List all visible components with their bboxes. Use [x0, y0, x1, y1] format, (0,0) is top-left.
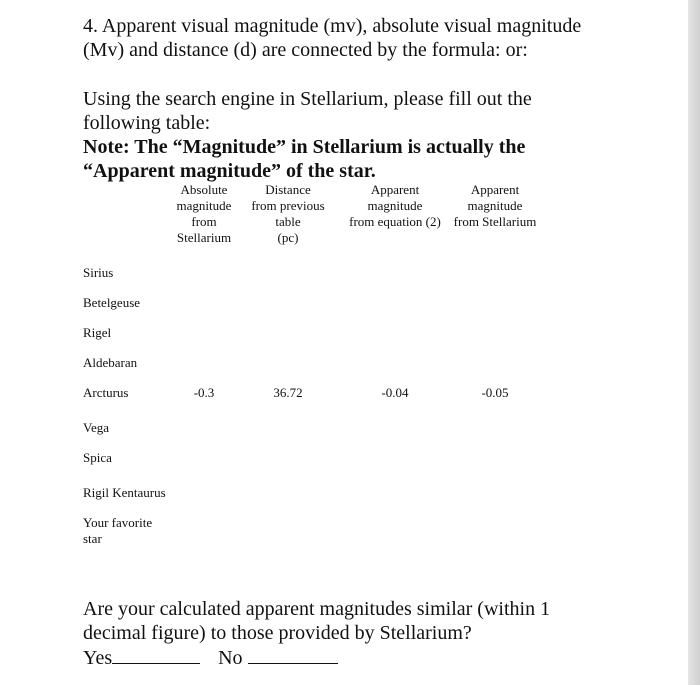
row-label-aldebaran: Aldebaran	[83, 355, 138, 370]
row-label-arcturus: Arcturus	[83, 385, 129, 400]
arcturus-apparent-from-stellarium: -0.05	[481, 385, 509, 400]
intro-line-1: 4. Apparent visual magnitude (mv), absolute visual magnitude	[83, 15, 582, 37]
yes-no-answer-line	[83, 645, 338, 670]
header-apparent-from-equation: Apparent magnitude from equation (2)	[349, 182, 441, 229]
row-label-vega: Vega	[83, 420, 109, 435]
question-line-1: Are your calculated apparent magnitudes similar (within 1	[83, 598, 551, 620]
instructions-line-2: following table:	[83, 112, 211, 134]
arcturus-absolute-magnitude: -0.3	[193, 385, 215, 400]
header-apparent-from-stellarium: Apparent magnitude from Stellarium	[453, 182, 537, 229]
header-absolute-magnitude: Absolute magnitude from Stellarium	[176, 182, 232, 245]
arcturus-apparent-from-equation: -0.04	[381, 385, 409, 400]
question-line-2: decimal figure) to those provided by Stellarium?	[83, 622, 472, 644]
row-label-rigil-kentaurus: Rigil Kentaurus	[83, 485, 166, 500]
no-answer-blank[interactable]	[248, 645, 338, 664]
arcturus-distance: 36.72	[273, 385, 303, 400]
note-line-2: “Apparent magnitude” of the star.	[83, 160, 376, 182]
page-edge-shadow	[688, 0, 700, 685]
no-label: No	[218, 647, 243, 669]
yes-answer-blank[interactable]	[112, 645, 200, 664]
yes-label: Yes	[83, 647, 113, 669]
row-label-rigel: Rigel	[83, 325, 112, 340]
note-line-1: Note: The “Magnitude” in Stellarium is actually the	[83, 136, 526, 158]
intro-line-2: (Mv) and distance (d) are connected by the formula: or:	[83, 39, 528, 61]
instructions-line-1: Using the search engine in Stellarium, please fill out the	[83, 88, 532, 110]
row-label-betelgeuse: Betelgeuse	[83, 295, 141, 310]
header-distance: Distance from previous table (pc)	[251, 182, 325, 245]
row-label-favorite-star: Your favorite star	[83, 515, 153, 546]
row-label-spica: Spica	[83, 450, 112, 465]
row-label-sirius: Sirius	[83, 265, 114, 280]
